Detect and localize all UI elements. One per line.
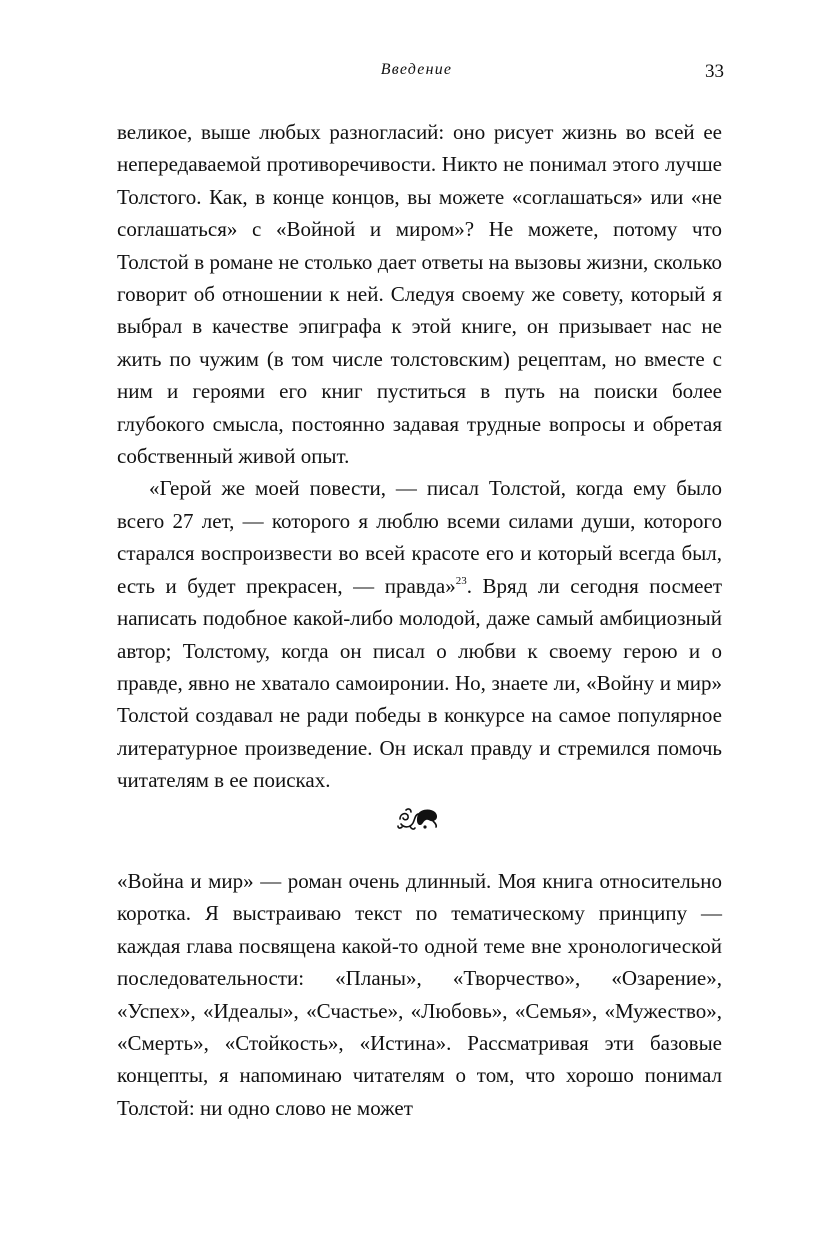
text-block-upper <box>117 116 722 797</box>
paragraph-hero-quote <box>117 472 722 796</box>
page-number: 33 <box>705 61 724 82</box>
text-block-lower <box>117 865 722 1124</box>
quote-text: «Герой же моей повести, — писал Толстой, когда ему было всего 27 лет, — которого я люблю всеми силами души, которого старался воспроизвести во всей красоте его и который всегда был, есть и будет прекрасен, — правда» <box>117 476 722 598</box>
fleuron-ornament-icon <box>396 806 440 832</box>
paragraph-continued: великое, выше любых разногласий: оно рисует жизнь во всей ее непередаваемой противоречивости. Никто не понимал этого лучше Толстого. Как, в конце концов, вы можете «соглашаться» или «не соглашаться» с «Войной и миром»? Не можете, потому что Толстой в романе не столько дает ответы на вызовы жизни, сколько говорит об отношении к ней. Следуя своему же совету, который я выбрал в качестве эпиграфа к этой книге, он призывает нас не жить по чужим (в том числе толстовским) рецептам, но вместе с ним и героями его книг пуститься в путь на поиски более глубокого смысла, постоянно задавая трудные вопросы и обретая собственный живой опыт. <box>117 120 722 469</box>
running-head <box>0 61 833 85</box>
footnote-reference: 23 <box>455 574 467 587</box>
quote-continuation: . Вряд ли сегодня посмеет написать подобное какой-либо молодой, даже самый амбициозный автор; Толстому, когда он писал о любви к своему герою и о правде, явно не хватало самоиронии. Но, знаете ли, «Войну и мир» Толстой создавал не ради победы в конкурсе на самое популярное литературное произведение. Он искал правду и стремился помочь читателям в ее поисках. <box>117 573 722 793</box>
section-title: Введение <box>380 61 453 78</box>
paragraph-book-structure: «Война и мир» — роман очень длинный. Моя книга относительно коротка. Я выстраиваю текст по тематическому принципу — каждая глава посвящена какой-то одной теме вне хронологической последовательности: «Планы», «Творчество», «Озарение», «Успех», «Идеалы», «Счастье», «Любовь», «Семья», «Мужество», «Смерть», «Стойкость», «Истина». Рассматривая эти базовые концепты, я напоминаю читателям о том, что хорошо понимал Толстой: ни одно слово не может <box>117 869 722 1120</box>
